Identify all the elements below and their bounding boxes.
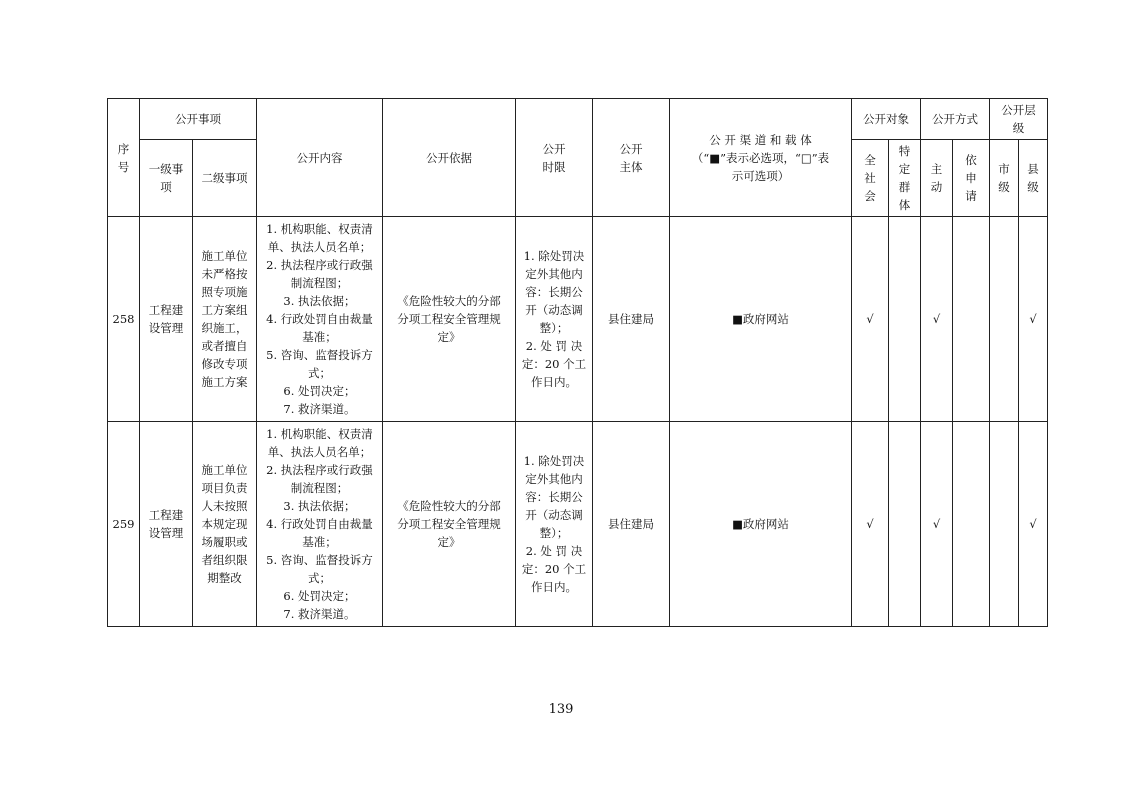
header-target-specific: 特 定 群 体 — [889, 140, 921, 217]
disclosure-table — [107, 98, 1048, 627]
header-time-limit: 公开 时限 — [516, 99, 593, 217]
header-level-city: 市 级 — [990, 140, 1019, 217]
header-level2: 二级事项 — [193, 140, 257, 217]
header-target-all: 全 社 会 — [852, 140, 889, 217]
row-method-active: √ — [921, 217, 953, 422]
header-items: 公开事项 — [140, 99, 257, 140]
row-target-all: √ — [852, 422, 889, 627]
row-level-county: √ — [1019, 422, 1048, 627]
header-level1: 一级事 项 — [140, 140, 193, 217]
row-subject: 县住建局 — [593, 422, 670, 627]
header-seq: 序 号 — [108, 99, 140, 217]
header-row-1 — [108, 99, 1048, 140]
header-method-active: 主 动 — [921, 140, 953, 217]
row-target-specific — [889, 422, 921, 627]
header-level: 公开层 级 — [990, 99, 1048, 140]
row-level2: 施工单位 未严格按 照专项施 工方案组 织施工， 或者擅自 修改专项 施工方案 — [193, 217, 257, 422]
header-subject: 公开 主体 — [593, 99, 670, 217]
header-level-county: 县 级 — [1019, 140, 1048, 217]
row-basis: 《危险性较大的分部 分项工程安全管理规 定》 — [383, 422, 516, 627]
header-basis: 公开依据 — [383, 99, 516, 217]
row-level1: 工程建 设管理 — [140, 217, 193, 422]
row-basis: 《危险性较大的分部 分项工程安全管理规 定》 — [383, 217, 516, 422]
row-level-city — [990, 422, 1019, 627]
table-row — [108, 422, 1048, 627]
header-method-apply: 依 申 请 — [953, 140, 990, 217]
row-time-limit: 1. 除处罚决 定外其他内 容：长期公 开（动态调 整）； 2. 处 罚 决 定：20 个工 作日内。 — [516, 217, 593, 422]
row-level-county: √ — [1019, 217, 1048, 422]
row-method-active: √ — [921, 422, 953, 627]
row-level-city — [990, 217, 1019, 422]
row-channel: ■政府网站 — [670, 217, 852, 422]
table-row — [108, 217, 1048, 422]
row-content: 1. 机构职能、权责清 单、执法人员名单； 2. 执法程序或行政强 制流程图； 3. 执法依据； 4. 行政处罚自由裁量 基准； 5. 咨询、监督投诉方 式； 6. 处罚决定； 7. 救济渠道。 — [257, 422, 383, 627]
page-number: 139 — [548, 702, 574, 717]
row-method-apply — [953, 217, 990, 422]
row-target-all: √ — [852, 217, 889, 422]
row-content: 1. 机构职能、权责清 单、执法人员名单； 2. 执法程序或行政强 制流程图； 3. 执法依据； 4. 行政处罚自由裁量 基准； 5. 咨询、监督投诉方 式； 6. 处罚决定； 7. 救济渠道。 — [257, 217, 383, 422]
header-method: 公开方式 — [921, 99, 990, 140]
row-level2: 施工单位 项目负责 人未按照 本规定现 场履职或 者组织限 期整改 — [193, 422, 257, 627]
row-time-limit: 1. 除处罚决 定外其他内 容：长期公 开（动态调 整）； 2. 处 罚 决 定：20 个工 作日内。 — [516, 422, 593, 627]
row-subject: 县住建局 — [593, 217, 670, 422]
row-seq: 258 — [108, 217, 140, 422]
header-content: 公开内容 — [257, 99, 383, 217]
header-channel: 公 开 渠 道 和 载 体 （“■”表示必选项，“□”表 示可选项） — [670, 99, 852, 217]
row-seq: 259 — [108, 422, 140, 627]
row-channel: ■政府网站 — [670, 422, 852, 627]
row-level1: 工程建 设管理 — [140, 422, 193, 627]
header-target: 公开对象 — [852, 99, 921, 140]
row-target-specific — [889, 217, 921, 422]
row-method-apply — [953, 422, 990, 627]
